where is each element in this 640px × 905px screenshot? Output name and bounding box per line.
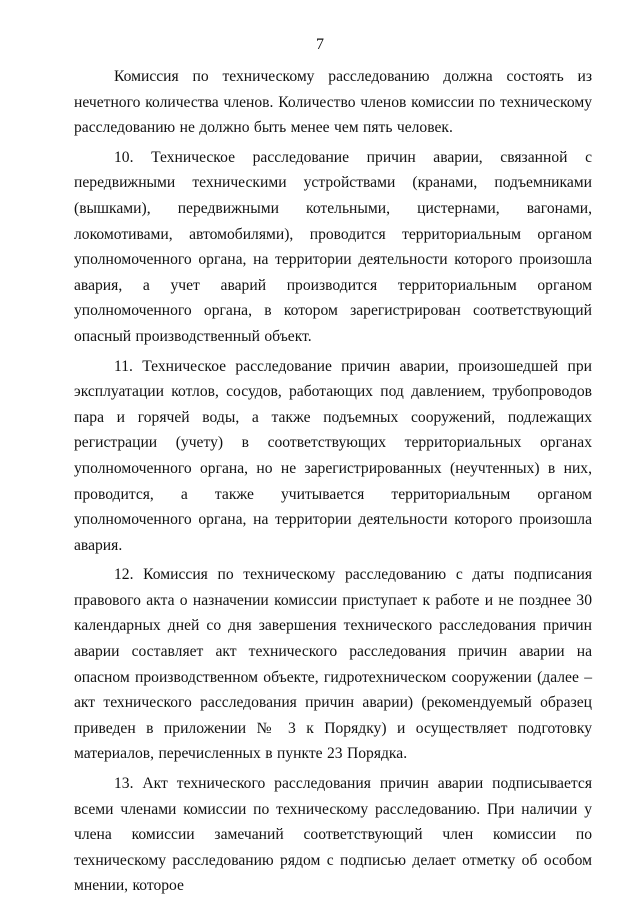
- paragraph-10: 10. Техническое расследование причин аварии, связанной с передвижными техническими устройствами (кранами, подъемниками (вышками), передвижными котельными, цистернами, вагонами, локомотивами, автомобилями), проводится территориальным органом уполномоченного органа, на территории деятельности которого произошла авария, а учет аварий производится территориальным органом уполномоченного органа, в котором зарегистрирован соответствующий опасный производственный объект.: [74, 148, 592, 345]
- paragraph-12: 12. Комиссия по техническому расследованию с даты подписания правового акта о назначении комиссии приступает к работе и не позднее 30 календарных дней со дня завершения технического расследования причин аварии составляет акт технического расследования причин аварии на опасном производственном объекте, гидротехническом сооружении (далее – акт технического расследования причин аварии) (рекомендуемый образец приведен в приложении № 3 к Порядку) и осуществляет подготовку материалов, перечисленных в пункте 23 Порядка.: [74, 566, 592, 763]
- paragraph-11: 11. Техническое расследование причин аварии, произошедшей при эксплуатации котлов, сосудов, работающих под давлением, трубопроводов пара и горячей воды, а также подъемных сооружений, подлежащих регистрации (учету) в соответствующих территориальных органах уполномоченного органа, но не зарегистрированных (неучтенных) в них, проводится, а также учитывается территориальным органом уполномоченного органа, на территории деятельности которого произошла авария.: [74, 357, 592, 554]
- paragraph-13: 13. Акт технического расследования причин аварии подписывается всеми членами комиссии по техническому расследованию. При наличии у члена комиссии замечаний соответствующий член комиссии по техническому расследованию рядом с подписью делает отметку об особом мнении, которое: [74, 775, 592, 895]
- document-body: [74, 64, 592, 899]
- page-number: 7: [316, 36, 324, 53]
- paragraph-commission-composition: Комиссия по техническому расследованию должна состоять из нечетного количества членов. Количество членов комиссии по техническому расследованию не должно быть менее чем пять человек.: [74, 68, 592, 137]
